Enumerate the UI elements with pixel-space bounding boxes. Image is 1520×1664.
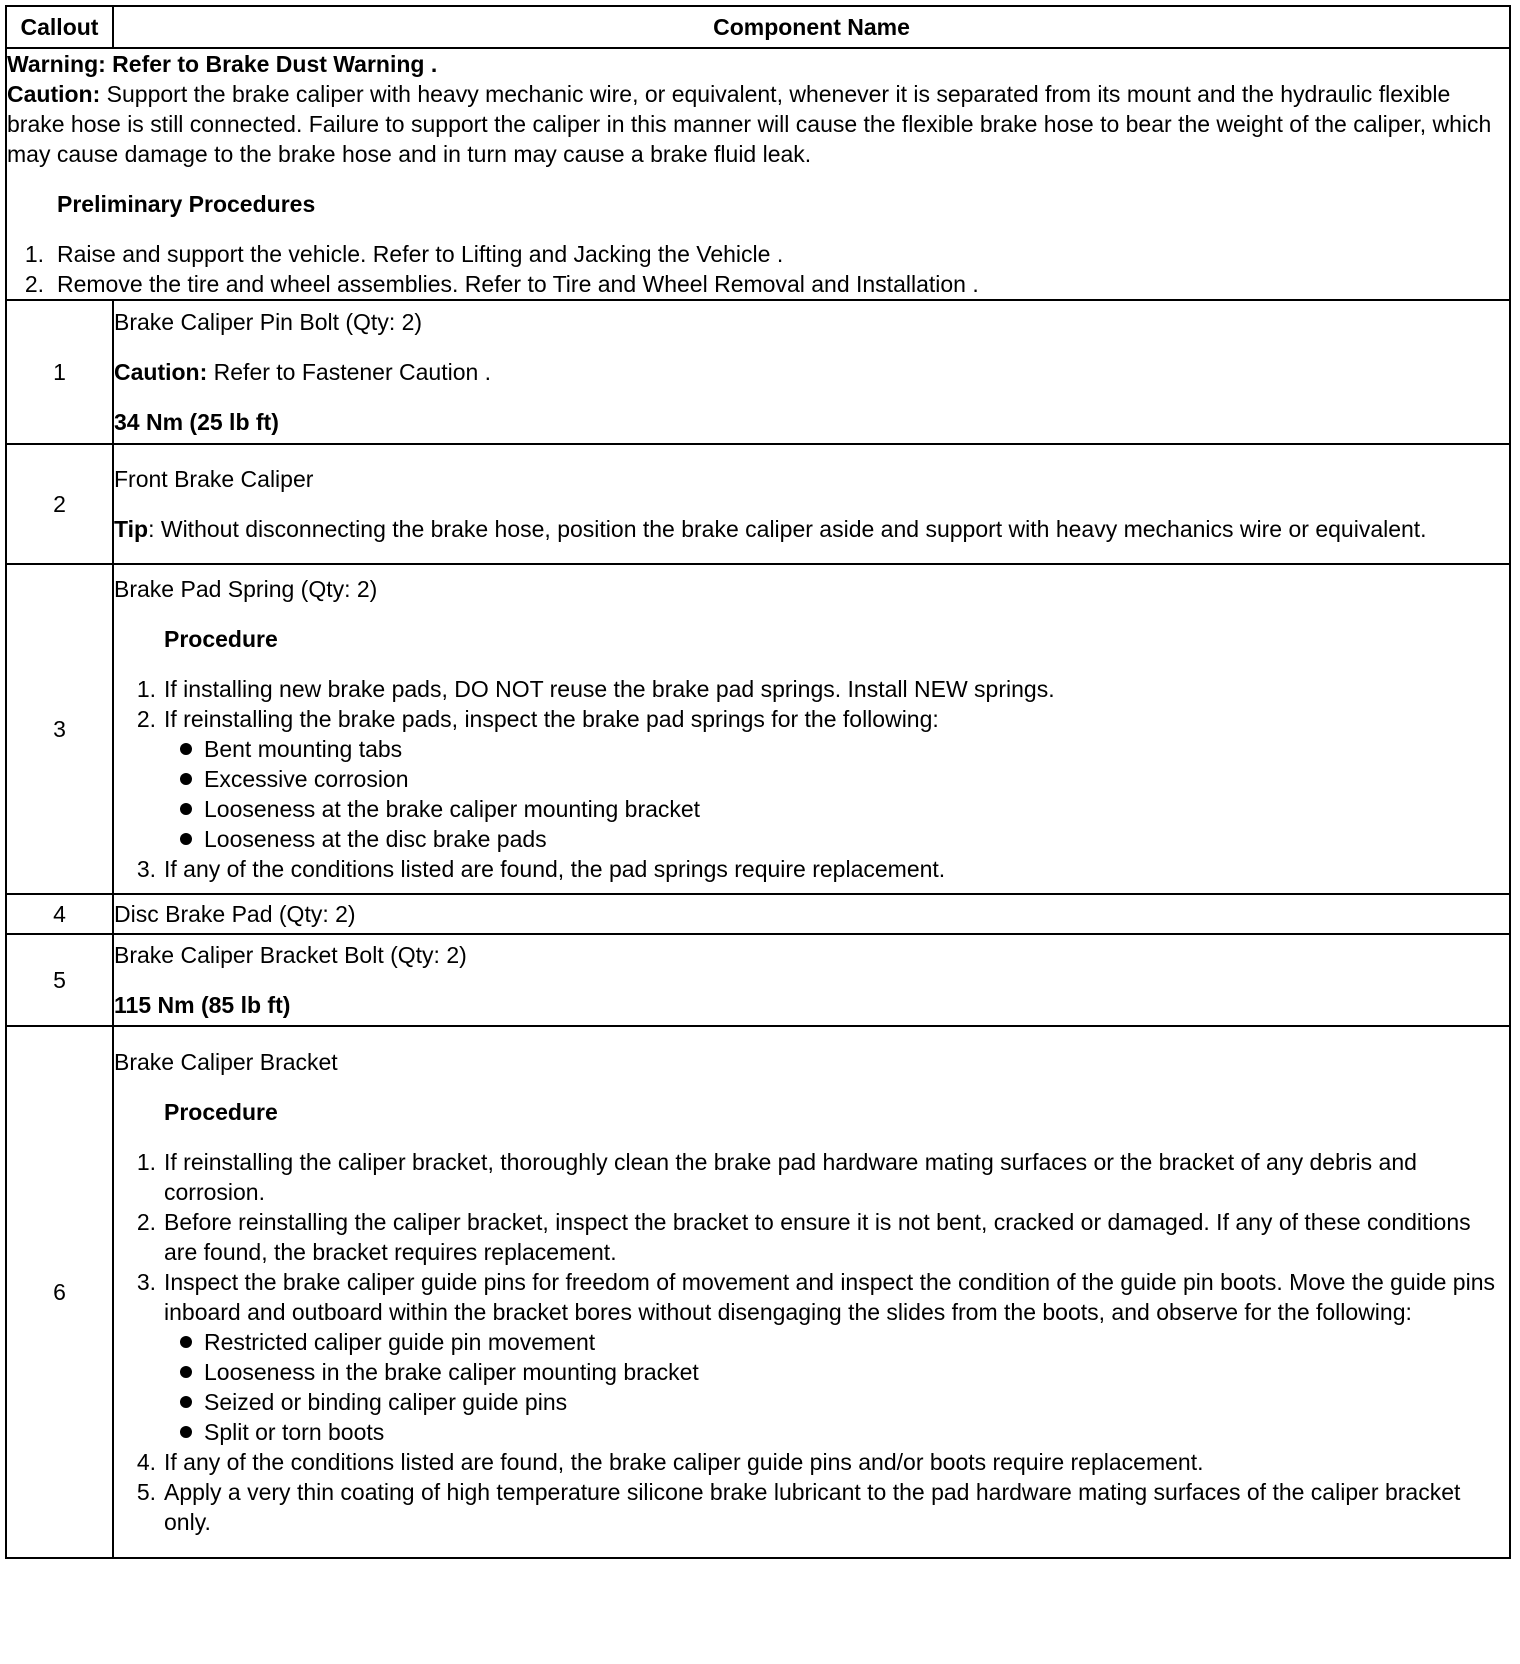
callout-number: 5 [6, 934, 113, 1026]
header-callout: Callout [6, 6, 113, 48]
list-item: 3. Inspect the brake caliper guide pins for freedom of movement and inspect the condition of the guide pin boots. Move the guide pins inboard and outboard within the bracket bores without disengaging the slides from the boots, and observe for the following: Restricted caliper guide pin movement Looseness in the brake caliper mounting bracket Seized or binding caliper guide pins Split or torn boots [114, 1267, 1509, 1447]
preliminary-title: Preliminary Procedures [57, 191, 316, 217]
component-cell [113, 934, 1510, 1026]
table-row [6, 894, 1510, 934]
preliminary-steps [7, 239, 1509, 299]
bullet-list [164, 734, 1509, 854]
list-item: 1. Raise and support the vehicle. Refer to Lifting and Jacking the Vehicle . [24, 241, 784, 267]
component-name: Brake Caliper Pin Bolt (Qty: 2) [114, 309, 423, 335]
notes-row [6, 48, 1510, 300]
list-item: Looseness in the brake caliper mounting bracket [178, 1357, 1509, 1387]
torque-spec: 115 Nm (85 lb ft) [114, 992, 291, 1018]
callout-number: 4 [6, 894, 113, 934]
table-row [6, 934, 1510, 1026]
callout-number: 3 [6, 564, 113, 894]
bullet-icon [180, 773, 192, 785]
bullet-icon [180, 1336, 192, 1348]
procedure-title: Procedure [164, 1099, 278, 1125]
bullet-icon [180, 1426, 192, 1438]
warning-note [7, 49, 1509, 79]
component-cell [113, 444, 1510, 564]
list-item: Seized or binding caliper guide pins [178, 1387, 1509, 1417]
component-cell [113, 1026, 1510, 1558]
list-item: 1. If installing new brake pads, DO NOT reuse the brake pad springs. Install NEW springs. [136, 676, 1055, 702]
table-row [6, 300, 1510, 444]
component-name: Brake Pad Spring (Qty: 2) [114, 576, 378, 602]
caution-note [7, 79, 1509, 169]
bullet-icon [180, 743, 192, 755]
list-item: 3. If any of the conditions listed are found, the pad springs require replacement. [136, 856, 946, 882]
warning-text: Refer to Brake Dust Warning . [105, 51, 438, 77]
procedure-steps [114, 1147, 1509, 1537]
table-row [6, 444, 1510, 564]
component-name: Brake Caliper Bracket [114, 1049, 338, 1075]
notes-cell [6, 48, 1510, 300]
list-item: 4. If any of the conditions listed are found, the brake caliper guide pins and/or boots require replacement. [136, 1449, 1204, 1475]
table-row [6, 1026, 1510, 1558]
list-item: 2. If reinstalling the brake pads, inspect the brake pad springs for the following: Bent mounting tabs Excessive corrosion Looseness at the brake caliper mounting bracket Looseness at the disc brake pads [114, 704, 1509, 854]
list-item: 2. Remove the tire and wheel assemblies. Refer to Tire and Wheel Removal and Installation . [24, 271, 979, 297]
torque-spec: 34 Nm (25 lb ft) [114, 409, 279, 435]
header-component-name: Component Name [113, 6, 1510, 48]
component-cell [113, 300, 1510, 444]
component-table [5, 5, 1511, 1559]
header-row [6, 6, 1510, 48]
list-item: 1. If reinstalling the caliper bracket, thoroughly clean the brake pad hardware mating surfaces or the bracket of any debris and corrosion. [136, 1149, 1417, 1205]
list-item: Restricted caliper guide pin movement [178, 1327, 1509, 1357]
component-cell [113, 564, 1510, 894]
callout-number: 2 [6, 444, 113, 564]
list-item: Bent mounting tabs [178, 734, 1509, 764]
bullet-icon [180, 833, 192, 845]
procedure-title: Procedure [164, 626, 278, 652]
warning-label: Warning: [7, 51, 106, 77]
list-item: 2. Before reinstalling the caliper bracket, inspect the bracket to ensure it is not bent, cracked or damaged. If any of these conditions are found, the bracket requires replacement. [136, 1209, 1471, 1265]
table-row [6, 564, 1510, 894]
component-name: Front Brake Caliper [114, 466, 314, 492]
bullet-icon [180, 1396, 192, 1408]
bullet-icon [180, 803, 192, 815]
tip-note: Tip: Without disconnecting the brake hose, position the brake caliper aside and support with heavy mechanics wire or equivalent. [114, 516, 1427, 542]
list-item: Looseness at the brake caliper mounting bracket [178, 794, 1509, 824]
list-item: Excessive corrosion [178, 764, 1509, 794]
list-item: Split or torn boots [178, 1417, 1509, 1447]
callout-number: 6 [6, 1026, 113, 1558]
component-cell [113, 894, 1510, 934]
caution-label: Caution: [7, 81, 101, 107]
component-name: Disc Brake Pad (Qty: 2) [114, 901, 356, 927]
list-item: Looseness at the disc brake pads [178, 824, 1509, 854]
caution-note: Caution: Refer to Fastener Caution . [114, 359, 492, 385]
bullet-list [164, 1327, 1509, 1447]
callout-number: 1 [6, 300, 113, 444]
procedure-steps [114, 674, 1509, 884]
component-name: Brake Caliper Bracket Bolt (Qty: 2) [114, 942, 467, 968]
bullet-icon [180, 1366, 192, 1378]
caution-text: Support the brake caliper with heavy mechanic wire, or equivalent, whenever it is separated from its mount and the hydraulic flexible brake hose is still connected. Failure to support the caliper in this manner will cause the flexible brake hose to bear the weight of the caliper, which may cause damage to the brake hose and in turn may cause a brake fluid leak. [7, 81, 1492, 167]
list-item: 5. Apply a very thin coating of high temperature silicone brake lubricant to the pad hardware mating surfaces of the caliper bracket only. [136, 1479, 1461, 1535]
